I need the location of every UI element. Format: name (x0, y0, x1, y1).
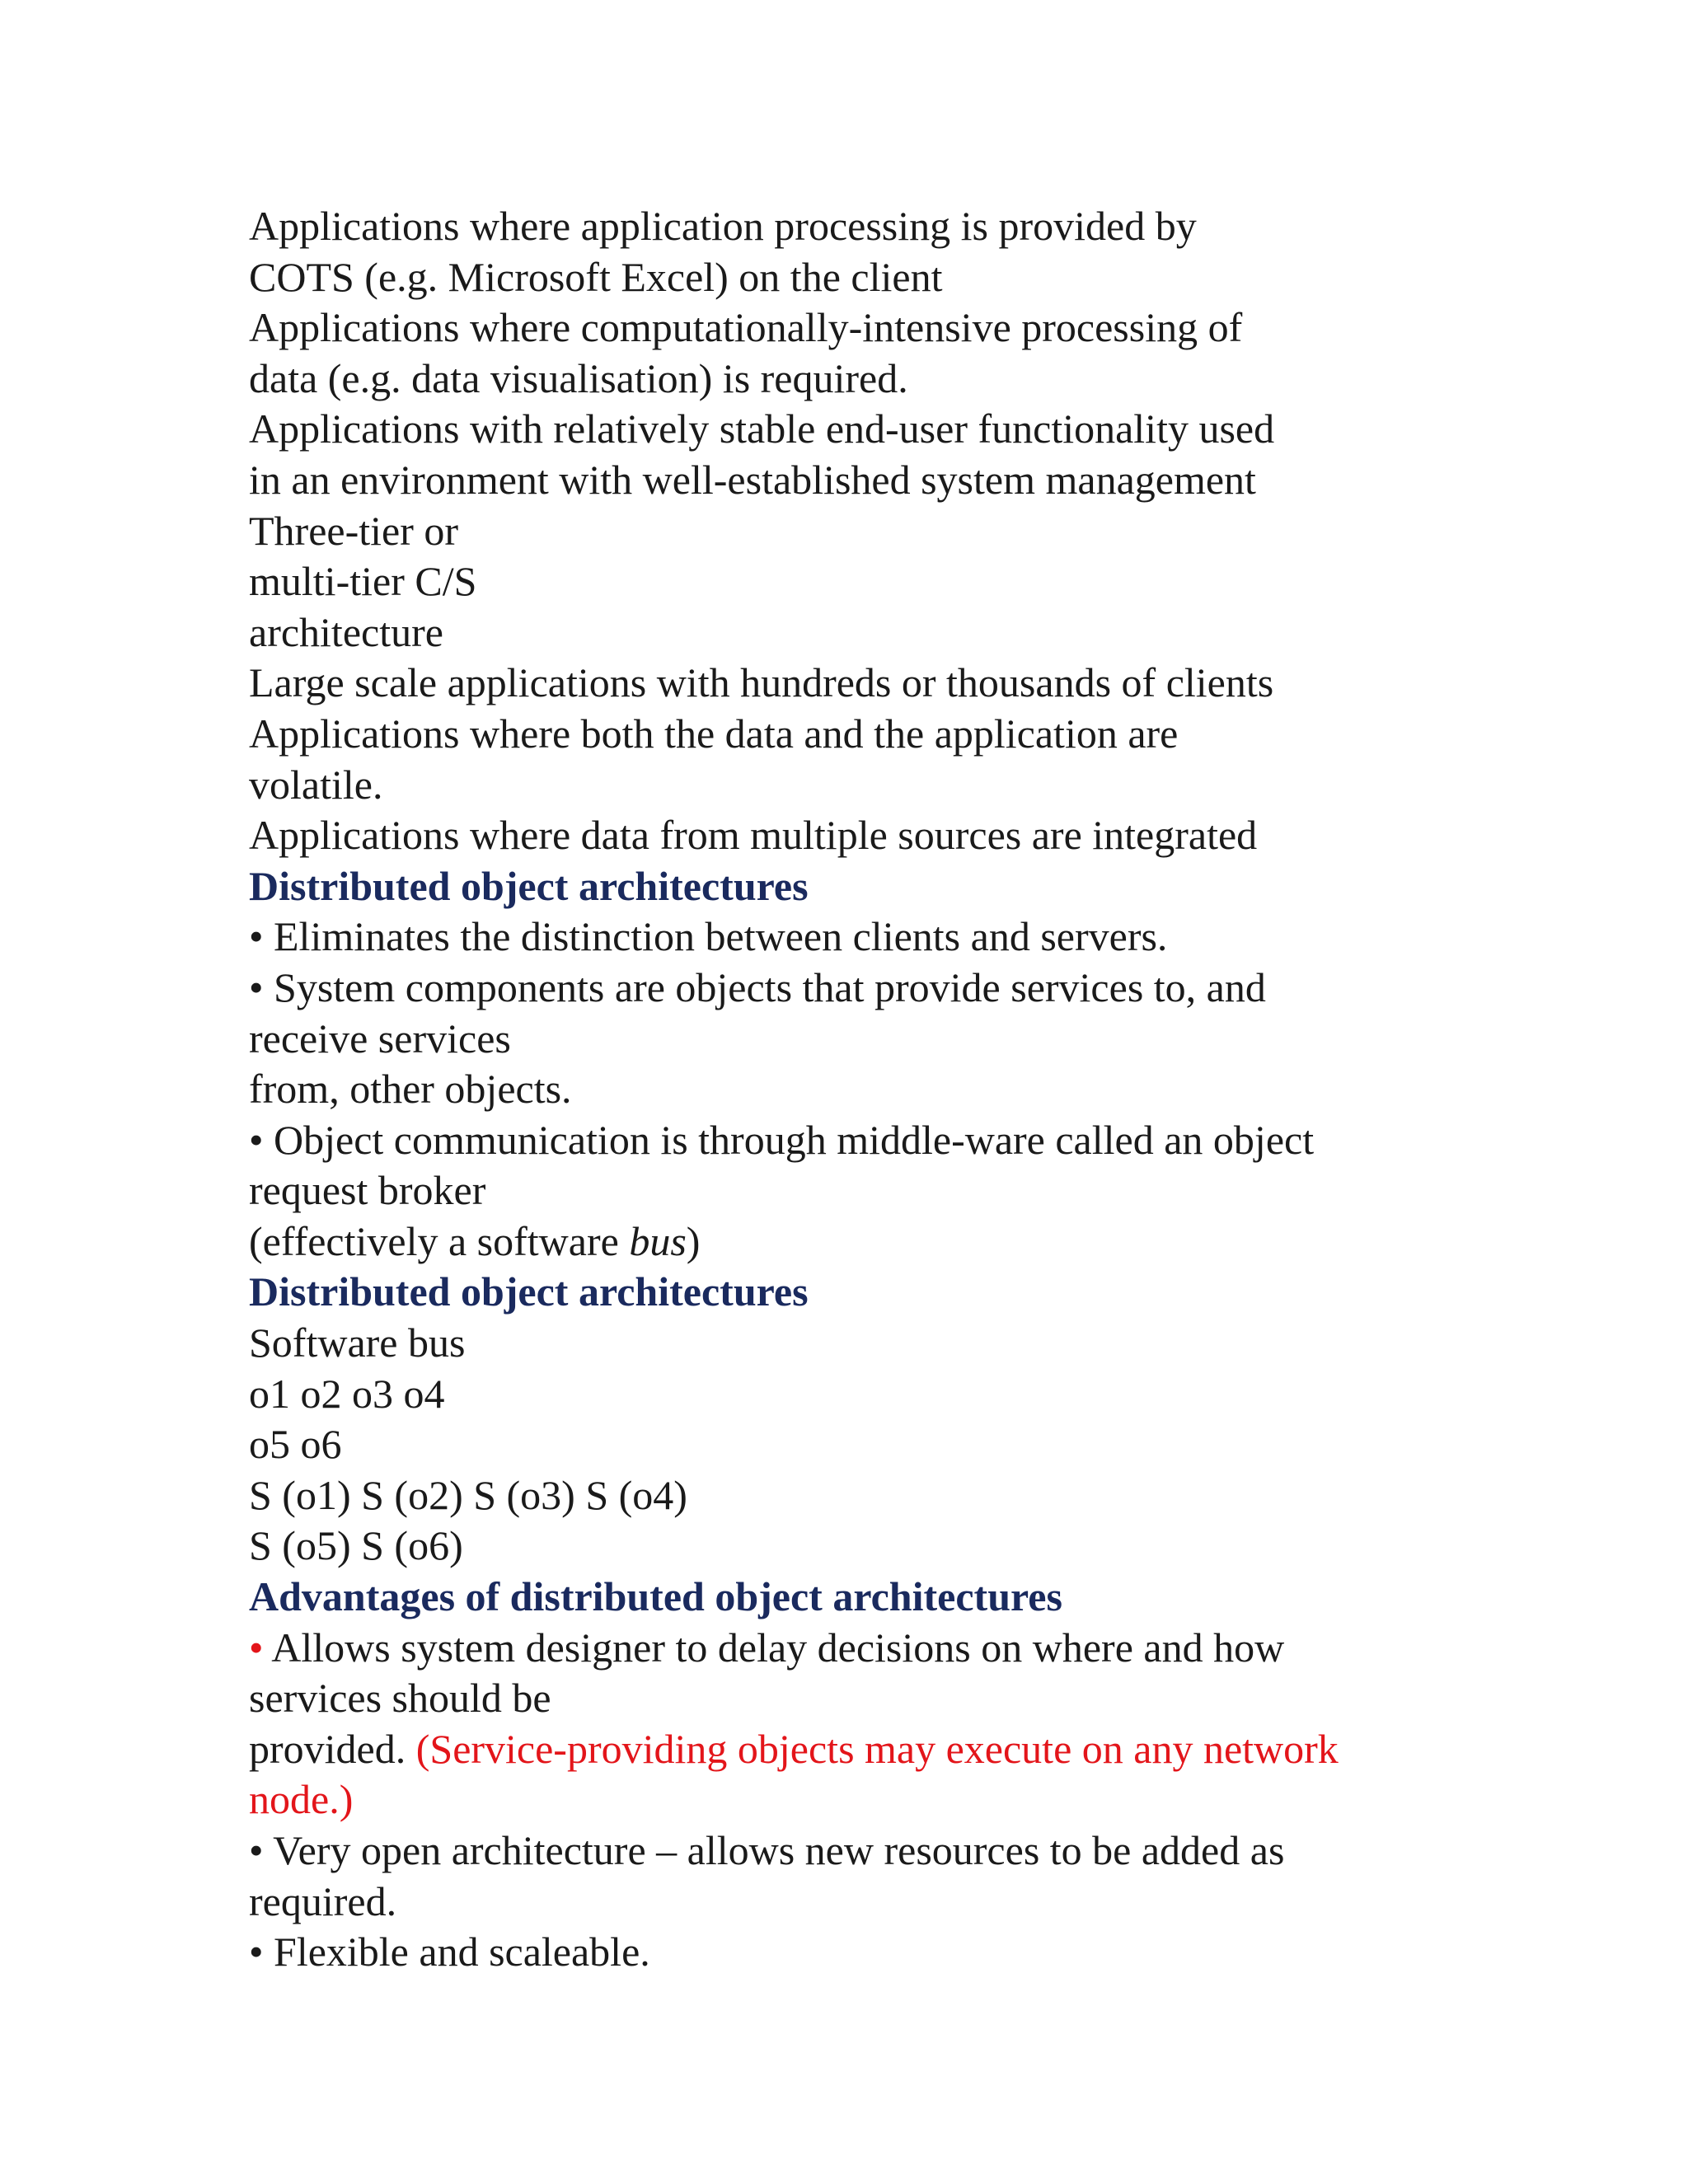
bullet-item: • Flexible and scaleable. (249, 1929, 650, 1975)
bullet-item: • Object communication is through middle-ware called an object (249, 1116, 1315, 1163)
text-fragment: (effectively a software (249, 1217, 630, 1264)
text-line: S (o5) S (o6) (249, 1522, 463, 1569)
text-line: o1 o2 o3 o4 (249, 1370, 445, 1417)
text-line: Software bus (249, 1319, 466, 1366)
text-line: required. (249, 1877, 397, 1924)
red-text: node.) (249, 1776, 354, 1823)
text-line: Three-tier or (249, 507, 459, 554)
text-line: services should be (249, 1675, 551, 1722)
text-line: multi-tier C/S (249, 558, 477, 605)
text-line: S (o1) S (o2) S (o3) S (o4) (249, 1471, 687, 1518)
text-line: data (e.g. data visualisation) is required. (249, 354, 908, 401)
text-line (249, 1724, 1436, 1775)
text-line: request broker (249, 1167, 486, 1214)
red-text: (Service-providing objects may execute on any network (415, 1725, 1339, 1772)
section-heading: Distributed object architectures (249, 1268, 809, 1315)
italic-term: bus (629, 1217, 687, 1264)
text-line: from, other objects. (249, 1066, 572, 1113)
bullet-item (249, 1623, 1436, 1674)
bullet-item: • Very open architecture – allows new resources to be added as (249, 1827, 1285, 1873)
text-fragment: provided. (249, 1725, 416, 1772)
section-heading: Distributed object architectures (249, 862, 809, 909)
red-bullet: • (249, 1624, 264, 1671)
text-line: in an environment with well-established system management (249, 456, 1256, 503)
text-fragment: ) (686, 1217, 701, 1264)
bullet-item: • Eliminates the distinction between clients and servers. (249, 913, 1168, 960)
text-line: Applications with relatively stable end-user functionality used (249, 405, 1275, 452)
text-line: Large scale applications with hundreds or thousands of clients (249, 659, 1274, 706)
text-line (249, 1216, 1436, 1268)
text-fragment: Allows system designer to delay decisions on where and how (263, 1624, 1285, 1671)
text-line: Applications where computationally-intensive processing of (249, 304, 1243, 351)
text-line: architecture (249, 608, 443, 655)
text-line: volatile. (249, 761, 383, 808)
text-line: Applications where both the data and the application are (249, 710, 1179, 757)
text-line: Applications where data from multiple sources are integrated (249, 812, 1258, 859)
section-heading: Advantages of distributed object architectures (249, 1573, 1062, 1620)
text-line: receive services (249, 1015, 511, 1062)
text-line: o5 o6 (249, 1421, 342, 1468)
text-line: Applications where application processing is provided by (249, 203, 1197, 249)
document-body (249, 201, 1436, 1978)
bullet-item: • System components are objects that provide services to, and (249, 963, 1266, 1010)
text-line: COTS (e.g. Microsoft Excel) on the client (249, 253, 943, 300)
